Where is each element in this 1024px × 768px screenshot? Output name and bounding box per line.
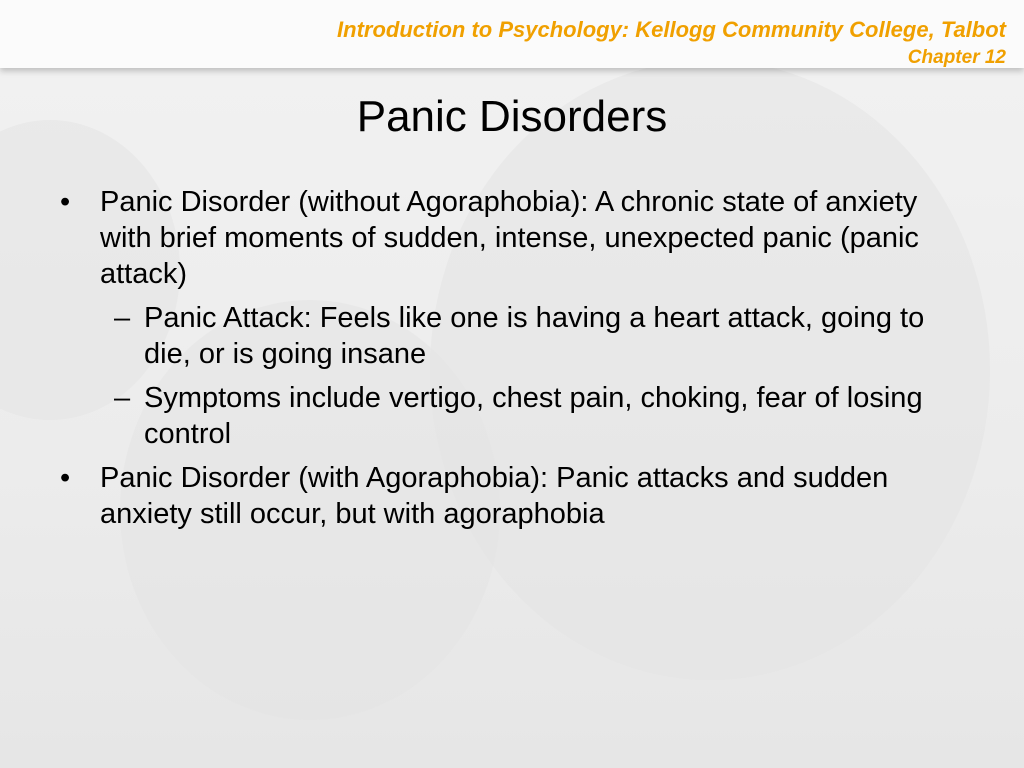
bullet-list	[56, 184, 956, 538]
bullet-item	[56, 184, 956, 452]
sub-bullet-item	[100, 300, 956, 372]
sub-bullet-text: Symptoms include vertigo, chest pain, choking, fear of losing control	[144, 382, 923, 450]
course-title: Introduction to Psychology: Kellogg Community College, Talbot	[337, 17, 1006, 42]
slide-title: Panic Disorders	[356, 92, 668, 141]
sub-bullet-list	[100, 300, 956, 452]
bullet-item	[56, 460, 956, 532]
sub-bullet-marker: –	[114, 302, 131, 334]
bullet-text: Panic Disorder (without Agoraphobia): A chronic state of anxiety with brief moments of sudden, intense, unexpected panic (panic attack)	[100, 186, 919, 290]
chapter-label: Chapter 12	[907, 47, 1006, 68]
bullet-text: Panic Disorder (with Agoraphobia): Panic attacks and sudden anxiety still occur, but with agoraphobia	[100, 462, 889, 530]
sub-bullet-item	[100, 380, 956, 452]
sub-bullet-marker: –	[114, 382, 131, 414]
bullet-marker: •	[60, 462, 71, 494]
sub-bullet-text: Panic Attack: Feels like one is having a heart attack, going to die, or is going insane	[144, 302, 925, 370]
header-band	[0, 0, 1024, 68]
bullet-marker: •	[60, 186, 71, 218]
